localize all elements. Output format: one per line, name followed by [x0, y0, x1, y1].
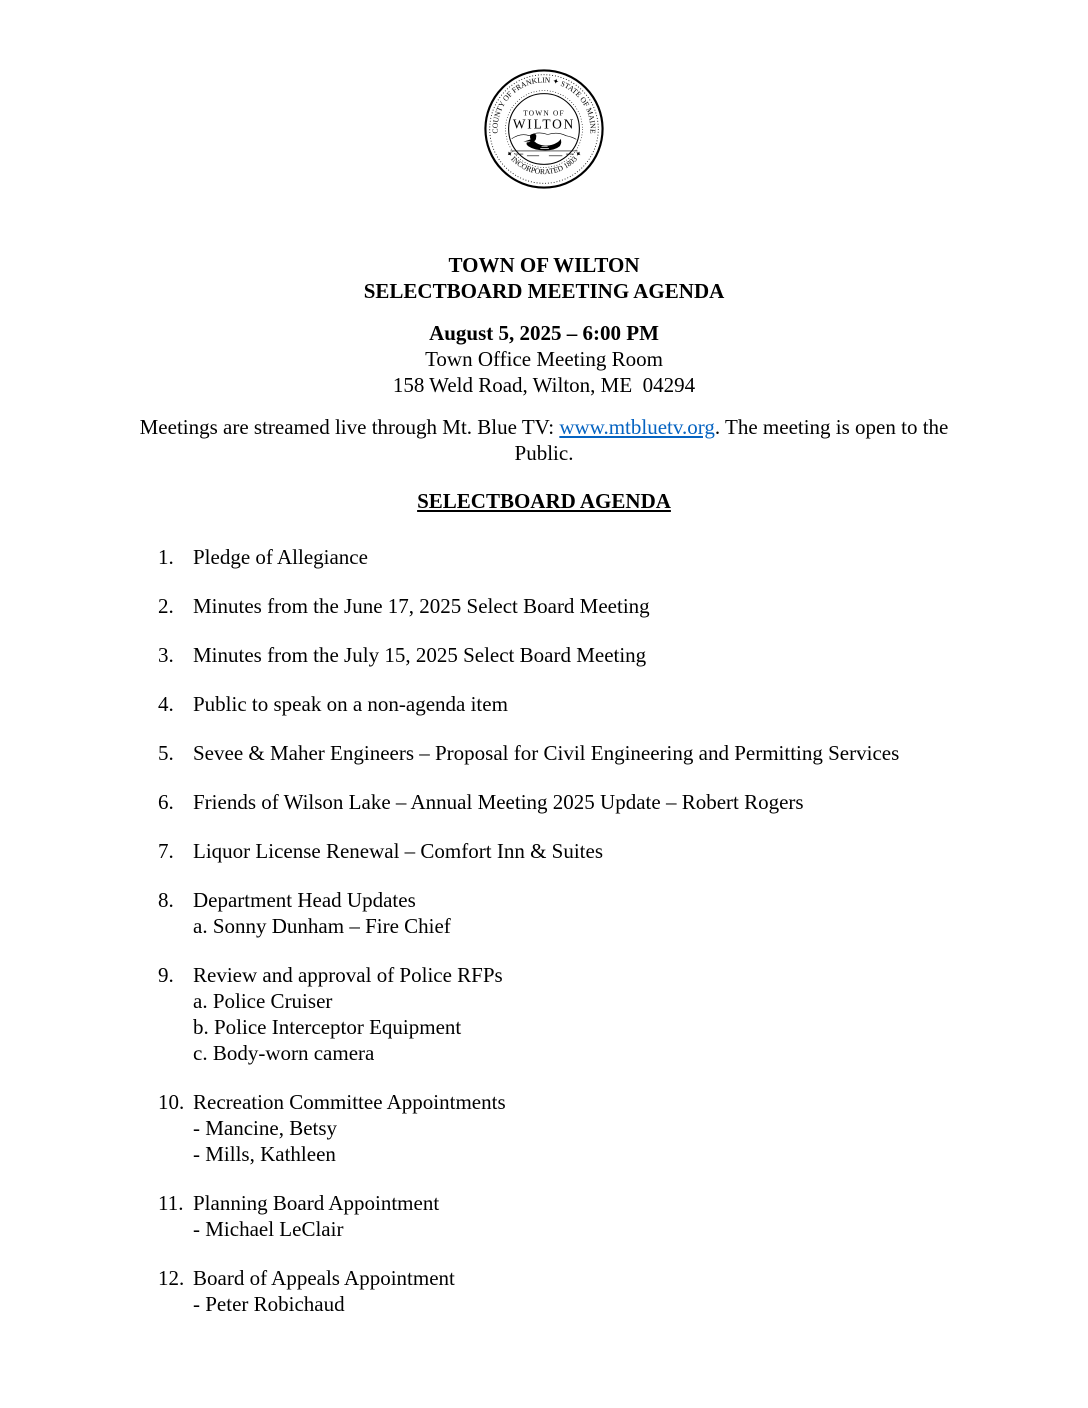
agenda-item-text: Sevee & Maher Engineers – Proposal for Civil Engineering and Permitting Services — [193, 741, 900, 765]
agenda-item — [158, 887, 1028, 939]
agenda-item-text: Friends of Wilson Lake – Annual Meeting 2025 Update – Robert Rogers — [193, 790, 804, 814]
document-title-line1: TOWN OF WILTON — [448, 253, 640, 277]
agenda-list — [158, 544, 1028, 1317]
seal-center-top-text: TOWN OF — [523, 108, 565, 118]
agenda-item-number: 1. — [158, 545, 174, 569]
agenda-item-number: 6. — [158, 790, 174, 814]
agenda-item-content — [193, 838, 1028, 864]
agenda-item-text: Department Head Updates — [193, 888, 416, 912]
meeting-venue: Town Office Meeting Room — [425, 347, 663, 371]
agenda-item-number: 10. — [158, 1090, 185, 1114]
agenda-item — [158, 1089, 1028, 1167]
agenda-item-text: Minutes from the June 17, 2025 Select Board Meeting — [193, 594, 650, 618]
agenda-item-content — [193, 789, 1028, 815]
agenda-subitem-text: - Mancine, Betsy — [193, 1116, 338, 1140]
agenda-subitem-text: - Michael LeClair — [193, 1217, 344, 1241]
agenda-subitem-text: a. Police Cruiser — [193, 989, 333, 1013]
agenda-item-text: Board of Appeals Appointment — [193, 1266, 455, 1290]
seal-arc-bottom-text: ✦ INCORPORATED 1803 ✦ — [503, 148, 585, 177]
agenda-item — [158, 544, 1028, 570]
streaming-link[interactable]: www.mtbluetv.org — [559, 415, 715, 439]
agenda-heading: SELECTBOARD AGENDA — [417, 489, 671, 513]
agenda-subitem-text: a. Sonny Dunham – Fire Chief — [193, 914, 451, 938]
agenda-item-number: 11. — [158, 1191, 184, 1215]
agenda-item-content — [193, 887, 1028, 939]
agenda-item — [158, 642, 1028, 668]
agenda-item-text: Recreation Committee Appointments — [193, 1090, 506, 1114]
agenda-item-number: 3. — [158, 643, 174, 667]
agenda-item-number: 9. — [158, 963, 174, 987]
agenda-item — [158, 1190, 1028, 1242]
town-seal-icon — [483, 68, 605, 190]
seal-container — [0, 0, 1088, 196]
agenda-item-number: 4. — [158, 692, 174, 716]
agenda-subitem-text: c. Body-worn camera — [193, 1041, 375, 1065]
streaming-notice — [126, 414, 962, 466]
document-title-line2: SELECTBOARD MEETING AGENDA — [363, 279, 725, 303]
agenda-item-text: Planning Board Appointment — [193, 1191, 440, 1215]
agenda-item — [158, 789, 1028, 815]
streaming-notice-after: . The meeting is open to the Public. — [514, 415, 949, 465]
seal-loon-icon — [523, 134, 561, 151]
agenda-item-content — [193, 691, 1028, 717]
agenda-item-number: 12. — [158, 1266, 185, 1290]
agenda-item-number: 7. — [158, 839, 174, 863]
agenda-item-number: 5. — [158, 741, 174, 765]
agenda-item-text: Public to speak on a non-agenda item — [193, 692, 508, 716]
seal-arc-top-text: COUNTY OF FRANKLIN ✦ STATE OF MAINE — [490, 75, 598, 134]
meeting-address: 158 Weld Road, Wilton, ME 04294 — [392, 373, 696, 397]
agenda-item-text: Minutes from the July 15, 2025 Select Board Meeting — [193, 643, 647, 667]
agenda-item-content — [193, 642, 1028, 668]
seal-mountains-art — [512, 133, 577, 139]
agenda-item-content — [193, 1265, 1028, 1317]
meeting-datetime: August 5, 2025 – 6:00 PM — [429, 321, 659, 345]
agenda-subitem-text: - Peter Robichaud — [193, 1292, 345, 1316]
agenda-subitem-text: b. Police Interceptor Equipment — [193, 1015, 462, 1039]
agenda-item — [158, 593, 1028, 619]
agenda-item-content — [193, 962, 1028, 1066]
agenda-item — [158, 962, 1028, 1066]
agenda-item — [158, 1265, 1028, 1317]
agenda-subitem-text: - Mills, Kathleen — [193, 1142, 336, 1166]
agenda-item-content — [193, 740, 1028, 766]
agenda-item-content — [193, 544, 1028, 570]
streaming-notice-before: Meetings are streamed live through Mt. Blue TV: — [139, 415, 560, 439]
seal-center-main-text: WILTON — [512, 116, 576, 132]
agenda-item-content — [193, 1190, 1028, 1242]
agenda-item-number: 8. — [158, 888, 174, 912]
agenda-item — [158, 838, 1028, 864]
agenda-item-number: 2. — [158, 594, 174, 618]
agenda-item — [158, 740, 1028, 766]
agenda-item-content — [193, 593, 1028, 619]
agenda-item-content — [193, 1089, 1028, 1167]
agenda-item-text: Review and approval of Police RFPs — [193, 963, 503, 987]
agenda-item-text: Pledge of Allegiance — [193, 545, 368, 569]
agenda-item — [158, 691, 1028, 717]
agenda-item-text: Liquor License Renewal – Comfort Inn & Suites — [193, 839, 604, 863]
